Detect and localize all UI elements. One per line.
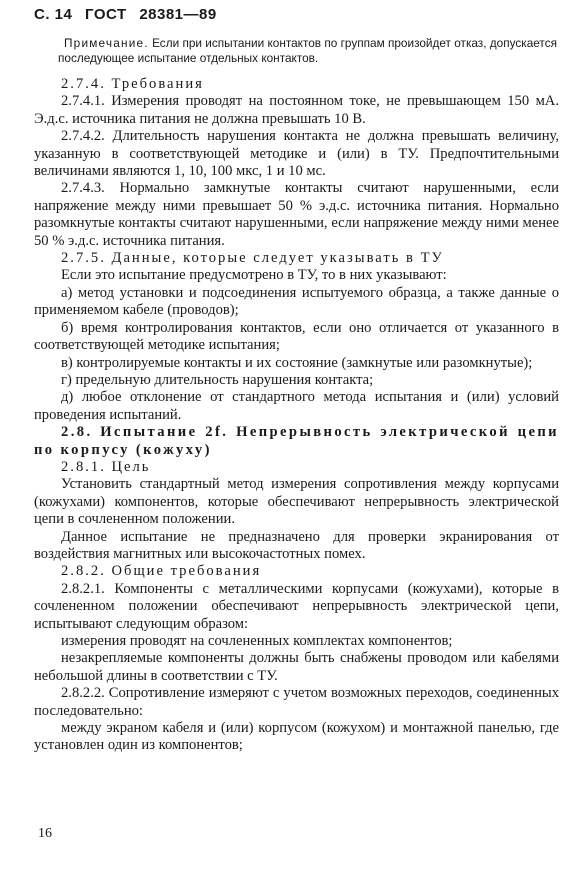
list-item-v: в) контролируемые контакты и их состояние (замкнутые или разомкнутые); xyxy=(61,354,533,371)
list-item-a: а) метод установки и подсоединения испытуемого образца, а также данные о применяемом кабеле (проводов); xyxy=(34,284,559,319)
note-label: Примечание. xyxy=(64,36,149,50)
paragraph-2-8-1-text-2: Данное испытание не предназначено для проверки экранирования от воздействия магнитных или высокочастотных помех. xyxy=(34,528,559,562)
section-2-7-4-title: 2.7.4. Требования xyxy=(61,76,204,92)
paragraph-2-8-2-2: 2.8.2.2. Сопротивление измеряют с учетом возможных переходов, соединенных последовательно: xyxy=(34,685,559,719)
note-text: Если при испытании контактов по группам произойдет отказ, допускается последующее испытание отдельных контактов. xyxy=(58,36,557,65)
document-body xyxy=(34,76,559,755)
section-2-7-5-title: 2.7.5. Данные, которые следует указывать в ТУ xyxy=(61,250,444,267)
paragraph-2-8-2-2-a: между экраном кабеля и (или) корпусом (кожухом) и монтажной панелью, где установлен один из компонентов; xyxy=(34,720,559,754)
paragraph-2-7-4-3: 2.7.4.3. Нормально замкнутые контакты считают нарушенными, если напряжение между ними превышает 50 % э.д.с. источника питания. Нормально разомкнутые контакты считают нарушенными, если напряжение между ними менее 50 % э.д.с. источника питания. xyxy=(34,180,559,249)
standard-number: 28381—89 xyxy=(139,6,217,23)
paragraph-2-8-1-text-1: Установить стандартный метод измерения сопротивления между корпусами (кожухами) компонентов, которые обеспечивают непрерывность электрической цепи в сочлененном положении. xyxy=(34,476,559,528)
page-number-label: С. 14 xyxy=(34,6,73,23)
note-block xyxy=(58,36,557,66)
paragraph-2-7-5-intro: Если это испытание предусмотрено в ТУ, то в них указывают: xyxy=(61,267,447,284)
list-item-g: г) предельную длительность нарушения контакта; xyxy=(61,371,374,388)
section-2-8-2-title: 2.8.2. Общие требования xyxy=(61,563,262,580)
standard-label: ГОСТ xyxy=(85,6,127,23)
list-item-b: б) время контролирования контактов, если оно отличается от указанного в соответствующей методике испытания; xyxy=(34,319,559,354)
paragraph-2-8-2-1-b: незакрепляемые компоненты должны быть снабжены проводом или кабелями небольшой длины в соответствии с ТУ. xyxy=(34,650,559,684)
paragraph-2-8-2-1: 2.8.2.1. Компоненты с металлическими корпусами (кожухами), которые в сочлененном положении обеспечивают непрерывность электрической цепи, испытывают следующим образом: xyxy=(34,580,559,632)
section-2-8-1-title: 2.8.1. Цель xyxy=(61,458,151,475)
page-header xyxy=(34,6,225,23)
paragraph-2-7-4-2: 2.7.4.2. Длительность нарушения контакта не должна превышать величину, указанную в соответствующей методике и (или) в ТУ. Предпочтительными величинами являются 1, 10, 100 мкс, 1 и 10 мс. xyxy=(34,128,559,180)
paragraph-2-8-2-1-a: измерения проводят на сочлененных комплектах компонентов; xyxy=(61,633,453,649)
section-2-8-title: 2.8. Испытание 2f. Непрерывность электрической цепи по корпусу (кожуху) xyxy=(34,424,559,458)
paragraph-2-7-4-1: 2.7.4.1. Измерения проводят на постоянном токе, не превышающем 150 мА. Э.д.с. источника питания не должна превышать 10 В. xyxy=(34,93,559,127)
footer-page-number: 16 xyxy=(38,826,52,841)
list-item-d: д) любое отклонение от стандартного метода испытания и (или) условий проведения испытаний. xyxy=(34,389,559,423)
